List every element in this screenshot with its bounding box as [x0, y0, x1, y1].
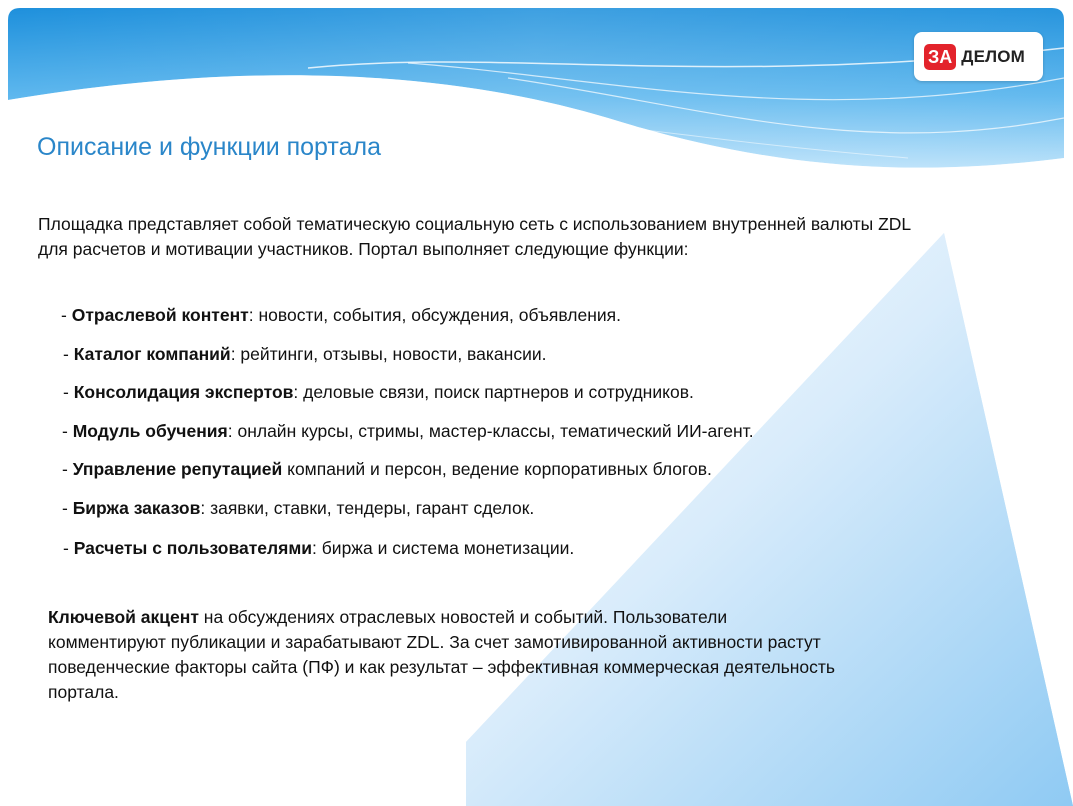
function-prefix: - [61, 305, 72, 325]
function-item [63, 381, 694, 403]
zadelom-logo [914, 32, 1043, 81]
function-prefix: - [62, 459, 73, 479]
function-title: Управление репутацией [72, 459, 283, 479]
key-accent-paragraph [48, 605, 848, 705]
function-title: Отраслевой контент [71, 305, 249, 325]
function-description: : рейтинги, отзывы, новости, вакансии. [230, 344, 547, 364]
intro-paragraph: Площадка представляет собой тематическую социальную сеть с использованием внутренней валюты ZDL для расчетов и мотивации участников. Портал выполняет следующие функции: [38, 214, 911, 259]
logo-badge: ЗА [924, 44, 956, 70]
function-description: : заявки, ставки, тендеры, гарант сделок. [200, 498, 535, 518]
logo-text: ДЕЛОМ [961, 46, 1026, 66]
function-item [62, 458, 712, 480]
function-item [62, 497, 534, 519]
function-title: Модуль обучения [72, 421, 228, 441]
function-description: : новости, события, обсуждения, объявления. [248, 305, 621, 325]
page-title: Описание и функции портала [37, 133, 381, 161]
function-item [63, 343, 546, 365]
function-title: Каталог компаний [73, 344, 231, 364]
function-prefix: - [63, 382, 74, 402]
function-prefix: - [62, 421, 73, 441]
function-title: Биржа заказов [72, 498, 201, 518]
function-prefix: - [63, 344, 74, 364]
function-item [63, 537, 574, 559]
key-accent-title: Ключевой акцент [48, 607, 199, 627]
function-item [62, 420, 754, 442]
function-prefix: - [63, 538, 74, 558]
function-item [61, 304, 621, 326]
function-title: Расчеты с пользователями [73, 538, 313, 558]
function-title: Консолидация экспертов [73, 382, 294, 402]
function-description: компаний и персон, ведение корпоративных блогов. [282, 459, 712, 479]
function-description: : деловые связи, поиск партнеров и сотрудников. [293, 382, 694, 402]
key-accent-text: на обсуждениях отраслевых новостей и событий. Пользователи комментируют публикации и зарабатывают ZDL. За счет замотивированной активности растут поведенческие факторы сайта (ПФ) и как результат – эффективная коммерческая деятельность портала. [48, 607, 836, 702]
function-description: : онлайн курсы, стримы, мастер-классы, тематический ИИ-агент. [227, 421, 754, 441]
function-prefix: - [62, 498, 73, 518]
function-description: : биржа и система монетизации. [312, 538, 575, 558]
